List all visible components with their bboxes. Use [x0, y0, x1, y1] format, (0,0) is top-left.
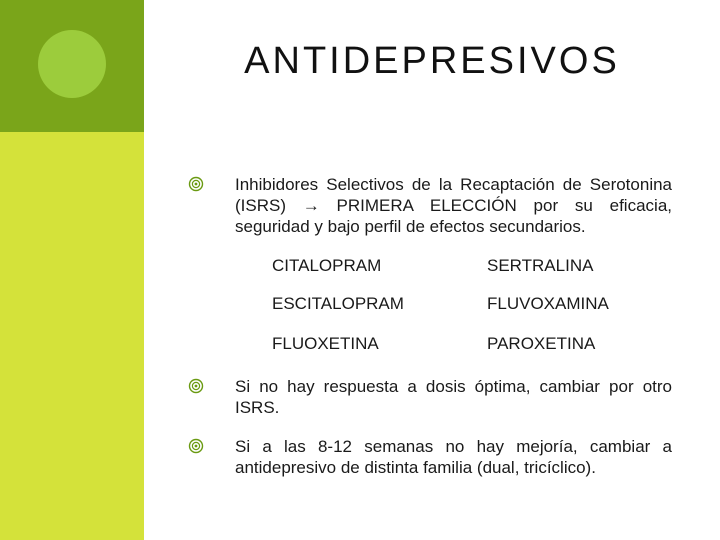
target-bullet-icon [188, 378, 204, 394]
drug-name: CITALOPRAM [272, 256, 382, 275]
drug-name: SERTRALINA [487, 256, 594, 275]
bullet-text: Inhibidores Selectivos de la Recaptación de Serotonina (ISRS) → PRIMERA ELECCIÓN por su eficacia, seguridad y bajo perfil de efectos secundarios. [235, 175, 672, 236]
drug-name: FLUOXETINA [272, 334, 379, 353]
drug-name: ESCITALOPRAM [272, 294, 404, 313]
drug-name: FLUVOXAMINA [487, 294, 609, 313]
target-bullet-icon [188, 438, 204, 454]
target-bullet-icon [188, 176, 204, 192]
bullet-text: Si a las 8-12 semanas no hay mejoría, cambiar a antidepresivo de distinta familia (dual, tricíclico). [235, 437, 672, 477]
decorative-circle [38, 30, 106, 98]
drug-name: PAROXETINA [487, 334, 596, 353]
title-divider [144, 130, 720, 132]
slide-title: ANTIDEPRESIVOS [244, 40, 620, 82]
bullet-text: Si no hay respuesta a dosis óptima, cambiar por otro ISRS. [235, 377, 672, 417]
left-band-bottom [0, 132, 144, 540]
